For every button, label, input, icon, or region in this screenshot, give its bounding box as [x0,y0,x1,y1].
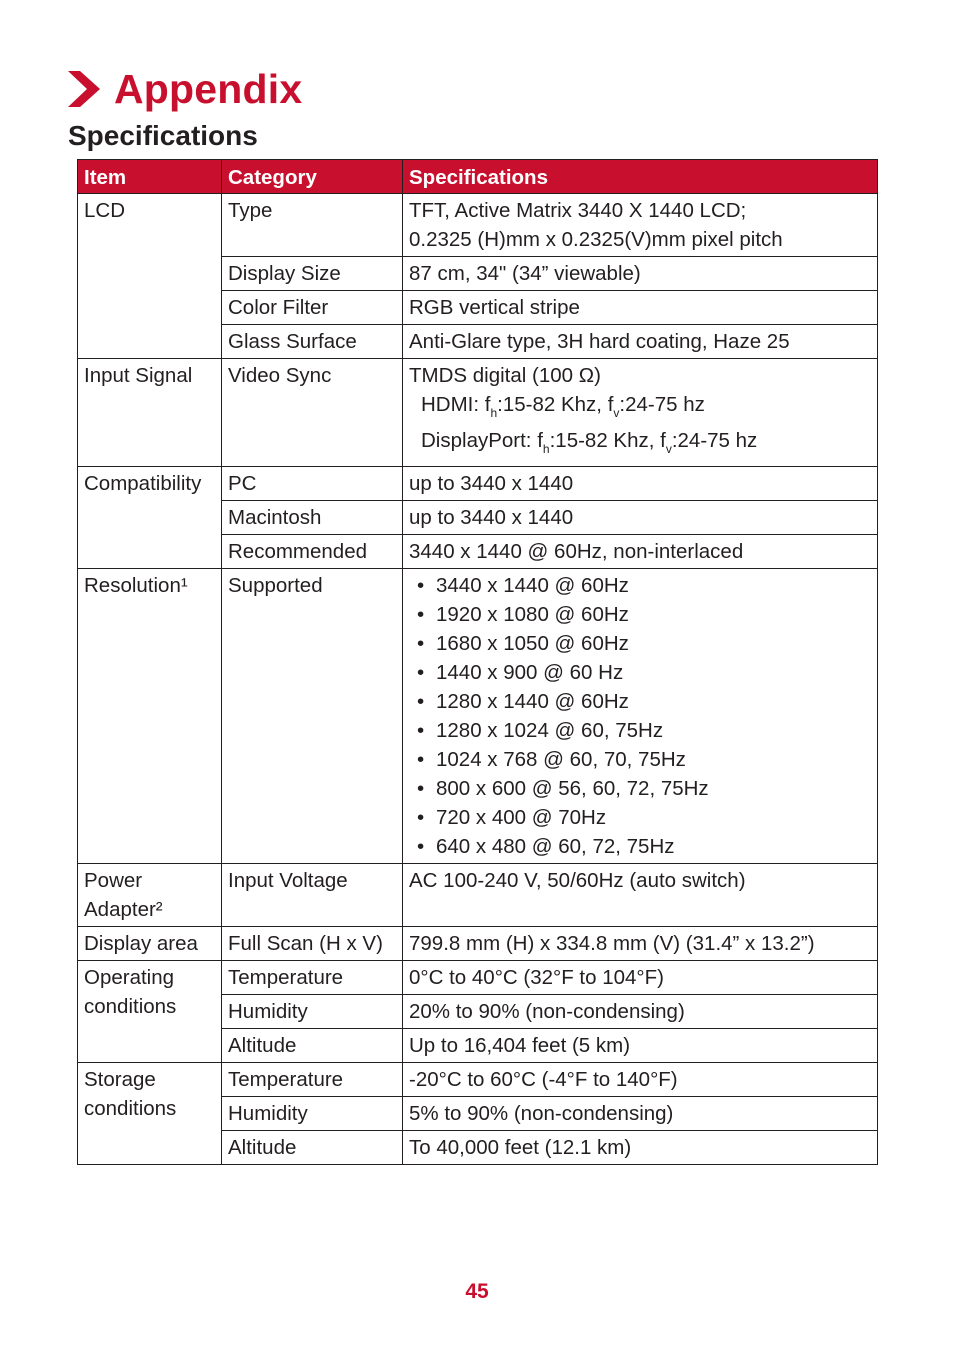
spec-storage-altitude: To 40,000 feet (12.1 km) [403,1131,878,1165]
table-row [78,467,878,501]
header-item: Item [78,160,222,194]
spec-full-scan: 799.8 mm (H) x 334.8 mm (V) (31.4” x 13.2”) [403,927,878,961]
category-operating-humidity: Humidity [222,995,403,1029]
item-resolution: Resolution¹ [78,569,222,864]
list-item: • 800 x 600 @ 56, 60, 72, 75Hz [417,774,871,803]
spec-storage-humidity: 5% to 90% (non-condensing) [403,1097,878,1131]
item-input-signal: Input Signal [78,359,222,467]
spec-color-filter: RGB vertical stripe [403,291,878,325]
spec-pc: up to 3440 x 1440 [403,467,878,501]
item-display-area: Display area [78,927,222,961]
spec-operating-temperature: 0°C to 40°C (32°F to 104°F) [403,961,878,995]
list-item: • 1920 x 1080 @ 60Hz [417,600,871,629]
spec-storage-temperature: -20°C to 60°C (-4°F to 140°F) [403,1063,878,1097]
spec-operating-humidity: 20% to 90% (non-condensing) [403,995,878,1029]
list-item: • 1280 x 1440 @ 60Hz [417,687,871,716]
list-item: • 1280 x 1024 @ 60, 75Hz [417,716,871,745]
item-operating-conditions: Operating conditions [78,961,222,1063]
category-supported: Supported [222,569,403,864]
table-row [78,359,878,467]
spec-recommended: 3440 x 1440 @ 60Hz, non-interlaced [403,535,878,569]
spec-macintosh: up to 3440 x 1440 [403,501,878,535]
category-pc: PC [222,467,403,501]
spec-operating-altitude: Up to 16,404 feet (5 km) [403,1029,878,1063]
category-macintosh: Macintosh [222,501,403,535]
category-storage-humidity: Humidity [222,1097,403,1131]
spec-type-line2: 0.2325 (H)mm x 0.2325(V)mm pixel pitch [409,228,783,251]
category-glass-surface: Glass Surface [222,325,403,359]
spec-supported-resolutions [403,569,878,864]
spec-video-sync [403,359,878,467]
list-item: • 1024 x 768 @ 60, 70, 75Hz [417,745,871,774]
list-item: • 640 x 480 @ 60, 72, 75Hz [417,832,871,861]
spec-input-voltage: AC 100-240 V, 50/60Hz (auto switch) [403,864,878,927]
resolution-list [409,571,871,861]
item-compatibility: Compatibility [78,467,222,569]
header-category: Category [222,160,403,194]
table-row [78,927,878,961]
spec-glass-surface: Anti-Glare type, 3H hard coating, Haze 25 [403,325,878,359]
category-recommended: Recommended [222,535,403,569]
category-input-voltage: Input Voltage [222,864,403,927]
specifications-table [77,159,878,1165]
list-item: • 1440 x 900 @ 60 Hz [417,658,871,687]
list-item: • 720 x 400 @ 70Hz [417,803,871,832]
category-full-scan: Full Scan (H x V) [222,927,403,961]
category-storage-temperature: Temperature [222,1063,403,1097]
spec-tmds: TMDS digital (100 Ω) [409,364,601,387]
item-lcd: LCD [78,194,222,359]
chevron-right-icon [66,69,102,109]
category-storage-altitude: Altitude [222,1131,403,1165]
table-row [78,864,878,927]
category-display-size: Display Size [222,257,403,291]
list-item: • 1680 x 1050 @ 60Hz [417,629,871,658]
category-operating-temperature: Temperature [222,961,403,995]
page-number: 45 [465,1280,489,1303]
category-operating-altitude: Altitude [222,1029,403,1063]
list-item: • 3440 x 1440 @ 60Hz [417,571,871,600]
table-row [78,569,878,864]
spec-hdmi-sync: HDMI: $f_h:15-82$ Khz, $f_v:24-75$ hz [421,393,705,420]
category-color-filter: Color Filter [222,291,403,325]
table-header-row [78,160,878,194]
header-specifications: Specifications [403,160,878,194]
section-title: Specifications [68,120,258,151]
item-storage-conditions: Storage conditions [78,1063,222,1165]
table-row [78,194,878,257]
item-power-adapter: Power Adapter² [78,864,222,927]
table-row [78,1063,878,1097]
table-row [78,961,878,995]
spec-type-line1: TFT, Active Matrix 3440 X 1440 LCD; [409,199,747,222]
spec-displayport-sync: DisplayPort: $f_h:15-82$ Khz, $f_v:24-75$ hz [421,429,758,456]
spec-type [403,194,878,257]
page-title: Appendix [114,65,303,112]
spec-display-size: 87 cm, 34" (34” viewable) [403,257,878,291]
category-video-sync: Video Sync [222,359,403,467]
category-type: Type [222,194,403,257]
title-row [66,62,302,116]
